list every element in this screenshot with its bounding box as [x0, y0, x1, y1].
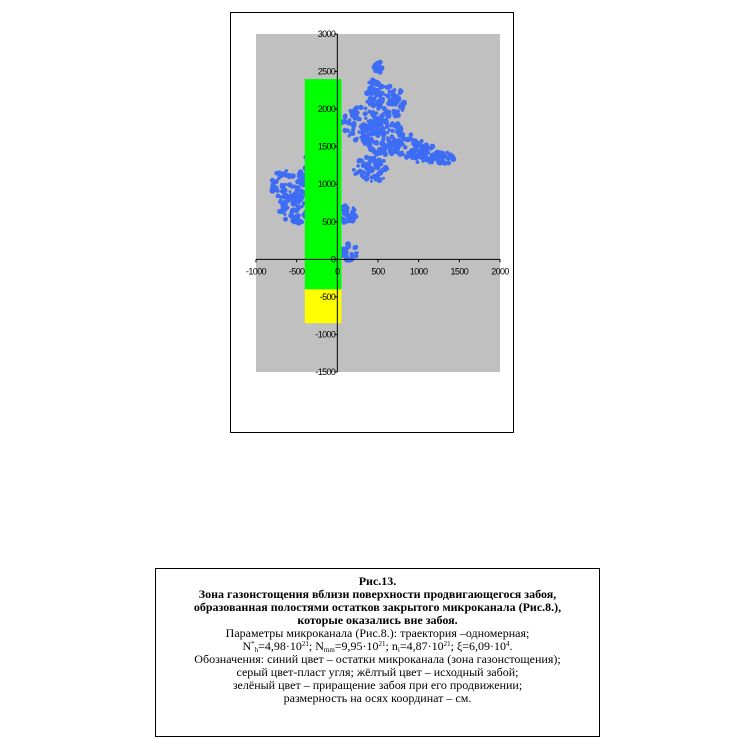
microchannel-point	[419, 154, 425, 160]
y-tick-label: -1500	[315, 367, 336, 377]
figure-caption	[155, 568, 600, 737]
microchannel-point	[381, 167, 386, 172]
microchannel-point	[425, 146, 430, 151]
microchannel-point	[385, 167, 389, 171]
microchannel-point	[373, 67, 377, 71]
caption-params-line: Параметры микроканала (Рис.8.): траектория –одномерная;	[225, 626, 530, 640]
microchannel-point	[379, 113, 384, 118]
microchannel-point	[346, 129, 350, 133]
formula-n-i-val: =4,87·10	[399, 639, 444, 653]
microchannel-point	[353, 172, 357, 176]
microchannel-point	[355, 137, 358, 140]
y-tick-label: -1000	[315, 329, 336, 340]
microchannel-point	[366, 143, 372, 149]
microchannel-point	[358, 105, 363, 110]
microchannel-point	[348, 118, 352, 122]
x-tick-label: 2000	[491, 266, 509, 277]
microchannel-point	[351, 113, 356, 118]
microchannel-point	[402, 106, 405, 109]
formula-n-mm-val: =9,95·10	[334, 639, 379, 653]
formula-n-star-sup: *	[251, 640, 255, 648]
microchannel-point	[442, 161, 447, 166]
microchannel-point	[414, 154, 417, 157]
microchannel-point	[389, 85, 392, 88]
microchannel-point	[354, 105, 359, 110]
caption-title: Рис.13.	[358, 574, 397, 588]
microchannel-point	[276, 170, 282, 176]
microchannel-point	[283, 217, 288, 222]
microchannel-point	[346, 251, 349, 254]
face-regions	[305, 79, 342, 323]
y-tick-label: 2500	[317, 66, 336, 77]
microchannel-point	[285, 193, 288, 196]
caption-legend-line-4: размерность на осях координат – см.	[283, 691, 472, 705]
y-tick-label: 3000	[317, 29, 336, 39]
microchannel-point	[343, 203, 348, 208]
formula-xi: ; ξ=6,09·10	[450, 639, 507, 653]
microchannel-point	[293, 222, 296, 225]
microchannel-point	[296, 197, 300, 201]
microchannel-point	[395, 145, 401, 151]
microchannel-point	[367, 81, 371, 85]
microchannel-point	[373, 122, 377, 126]
microchannel-point	[382, 177, 385, 180]
formula-n-star: N	[242, 639, 252, 653]
microchannel-point	[368, 96, 374, 102]
microchannel-point	[437, 150, 442, 155]
microchannel-point	[362, 161, 367, 166]
microchannel-point	[274, 186, 279, 191]
formula-n-i-exp: 21	[443, 640, 451, 648]
microchannel-point	[393, 102, 397, 106]
microchannel-point	[397, 127, 402, 132]
microchannel-point	[351, 131, 355, 135]
microchannel-point	[388, 148, 394, 154]
microchannel-point	[398, 88, 402, 92]
microchannel-point	[411, 151, 414, 154]
microchannel-point	[380, 91, 385, 96]
microchannel-point	[349, 213, 354, 218]
microchannel-point	[397, 133, 401, 137]
microchannel-point	[343, 114, 348, 119]
microchannel-point	[378, 123, 381, 126]
microchannel-point	[382, 106, 387, 111]
microchannel-point	[393, 137, 396, 140]
microchannel-point	[271, 190, 274, 193]
microchannel-point	[395, 96, 401, 102]
microchannel-point	[277, 176, 281, 180]
microchannel-point	[364, 176, 370, 182]
formula-n-star-exp: 21	[301, 640, 309, 648]
microchannel-point	[293, 202, 297, 206]
microchannel-point	[368, 137, 374, 143]
scatter-plot	[231, 13, 515, 434]
microchannel-point	[388, 128, 391, 131]
microchannel-point	[415, 144, 420, 149]
microchannel-point	[357, 159, 361, 163]
microchannel-point	[386, 136, 390, 140]
microchannel-point	[381, 138, 385, 142]
y-tick-label: 500	[322, 216, 336, 227]
formula-n-mm: ; N	[308, 639, 324, 653]
y-tick-label: 1000	[317, 179, 336, 190]
microchannel-point	[430, 161, 434, 165]
y-tick-label: 1500	[317, 141, 336, 152]
x-tick-label: 0	[335, 266, 340, 277]
microchannel-point	[369, 124, 373, 128]
microchannel-point	[297, 193, 302, 198]
y-tick-label: 0	[330, 254, 336, 265]
microchannel-point	[402, 101, 407, 106]
microchannel-point	[345, 241, 351, 247]
microchannel-point	[345, 254, 349, 258]
microchannel-point	[366, 92, 370, 96]
formula-end: .	[509, 639, 513, 653]
microchannel-point	[402, 143, 405, 146]
microchannel-point	[380, 141, 386, 147]
microchannel-point	[296, 205, 301, 210]
microchannel-point	[379, 71, 382, 74]
microchannel-point	[282, 171, 285, 174]
microchannel-point	[402, 133, 406, 137]
microchannel-point	[276, 194, 281, 199]
formula-n-star-val: =4,98·10	[258, 639, 302, 653]
microchannel-point	[441, 157, 444, 160]
microchannel-point	[291, 186, 294, 189]
microchannel-point	[370, 119, 374, 123]
microchannel-point	[375, 92, 379, 96]
caption-legend-line-2: серый цвет-пласт угля; жёлтый цвет – исходный забой;	[236, 665, 519, 679]
microchannel-point	[352, 168, 356, 172]
microchannel-point	[280, 202, 284, 206]
microchannel-point	[375, 111, 379, 115]
figure-frame	[230, 12, 514, 433]
microchannel-point	[386, 114, 391, 119]
microchannel-point	[289, 190, 292, 193]
x-tick-label: -1000	[245, 266, 267, 277]
microchannel-point	[353, 245, 357, 249]
microchannel-point	[280, 189, 284, 193]
microchannel-point	[391, 109, 397, 115]
microchannel-point	[298, 169, 304, 175]
microchannel-point	[398, 138, 401, 141]
microchannel-point	[350, 218, 356, 224]
microchannel-point	[406, 137, 411, 142]
microchannel-point	[388, 90, 392, 94]
microchannel-point	[393, 88, 397, 92]
microchannel-point	[368, 164, 371, 167]
caption-bold-line-1: Зона газонстощения вблизи поверхности продвигающегося забоя,	[198, 587, 557, 601]
microchannel-point	[379, 66, 383, 70]
y-tick-label: 2000	[317, 104, 336, 115]
microchannel-point	[391, 93, 394, 96]
microchannel-point	[410, 137, 413, 140]
microchannel-point	[361, 170, 366, 175]
microchannel-point	[297, 186, 300, 189]
microchannel-point	[296, 213, 301, 218]
microchannel-point	[351, 122, 357, 128]
x-tick-label: 1500	[450, 266, 469, 277]
formula-n-i: ; n	[385, 639, 398, 653]
microchannel-point	[371, 103, 376, 108]
microchannel-point	[283, 213, 286, 216]
caption-legend-line-1: Обозначения: синий цвет – остатки микроканала (зона газонстощения);	[194, 652, 561, 666]
microchannel-point	[369, 168, 374, 173]
microchannel-point	[387, 141, 390, 144]
microchannel-point	[384, 131, 387, 134]
microchannel-point	[380, 148, 386, 154]
microchannel-point	[378, 119, 381, 122]
formula-n-i-sub: i	[397, 646, 400, 654]
microchannel-point	[380, 129, 383, 132]
microchannel-point	[390, 121, 395, 126]
microchannel-point	[285, 206, 289, 210]
x-tick-label: -500	[288, 266, 305, 277]
microchannel-point	[272, 181, 276, 185]
microchannel-point	[409, 132, 414, 137]
microchannel-point	[352, 208, 357, 213]
x-tick-label: 1000	[409, 266, 428, 277]
microchannel-point	[345, 221, 348, 224]
microchannel-point	[361, 135, 366, 140]
microchannel-point	[385, 119, 389, 123]
microchannel-point	[445, 155, 450, 160]
microchannel-point	[442, 151, 445, 154]
microchannel-point	[436, 160, 440, 164]
microchannel-point	[404, 155, 409, 160]
microchannel-point	[370, 180, 373, 183]
microchannel-point	[416, 141, 419, 144]
microchannel-point	[366, 124, 369, 127]
caption-legend-line-3: зелёный цвет – приращение забоя при его продвижении;	[232, 678, 523, 692]
microchannel-point	[349, 252, 354, 257]
microchannel-point	[388, 98, 391, 101]
formula-xi-exp: 4	[506, 640, 510, 648]
microchannel-point	[364, 117, 367, 120]
microchannel-point	[375, 161, 381, 167]
microchannel-point	[376, 126, 379, 129]
microchannel-point	[290, 173, 296, 179]
microchannel-point	[374, 116, 378, 120]
microchannel-point	[364, 107, 368, 111]
microchannel-point	[369, 131, 374, 136]
microchannel-point	[379, 98, 382, 101]
microchannel-point	[386, 93, 391, 98]
microchannel-point	[370, 78, 375, 83]
formula-n-star-sub: h	[254, 646, 259, 654]
microchannel-point	[370, 87, 376, 93]
microchannel-point	[291, 217, 294, 220]
formula-n-mm-exp: 21	[378, 640, 386, 648]
microchannel-point	[360, 131, 365, 136]
caption-bold-line-3: которые оказались вне забоя.	[297, 613, 458, 627]
microchannel-point	[285, 175, 288, 178]
microchannel-point	[415, 157, 418, 160]
microchannel-point	[376, 134, 381, 139]
microchannel-point	[356, 164, 360, 168]
caption-bold-line-2: образованная полостями остатков закрытого микроканала (Рис.8.),	[193, 600, 562, 614]
microchannel-point	[371, 175, 374, 178]
microchannel-point	[430, 144, 436, 150]
microchannel-point	[344, 209, 349, 214]
microchannel-point	[377, 173, 381, 177]
microchannel-point	[299, 176, 302, 179]
microchannel-point	[400, 152, 403, 155]
microchannel-point	[289, 211, 294, 216]
y-tick-label: -500	[319, 291, 336, 302]
microchannel-point	[284, 183, 287, 186]
microchannel-point	[416, 160, 420, 164]
microchannel-point	[391, 129, 395, 133]
microchannel-point	[296, 220, 299, 223]
formula-n-mm-sub: mm	[323, 646, 335, 654]
microchannel-point	[363, 111, 368, 116]
x-tick-label: 500	[371, 266, 385, 277]
